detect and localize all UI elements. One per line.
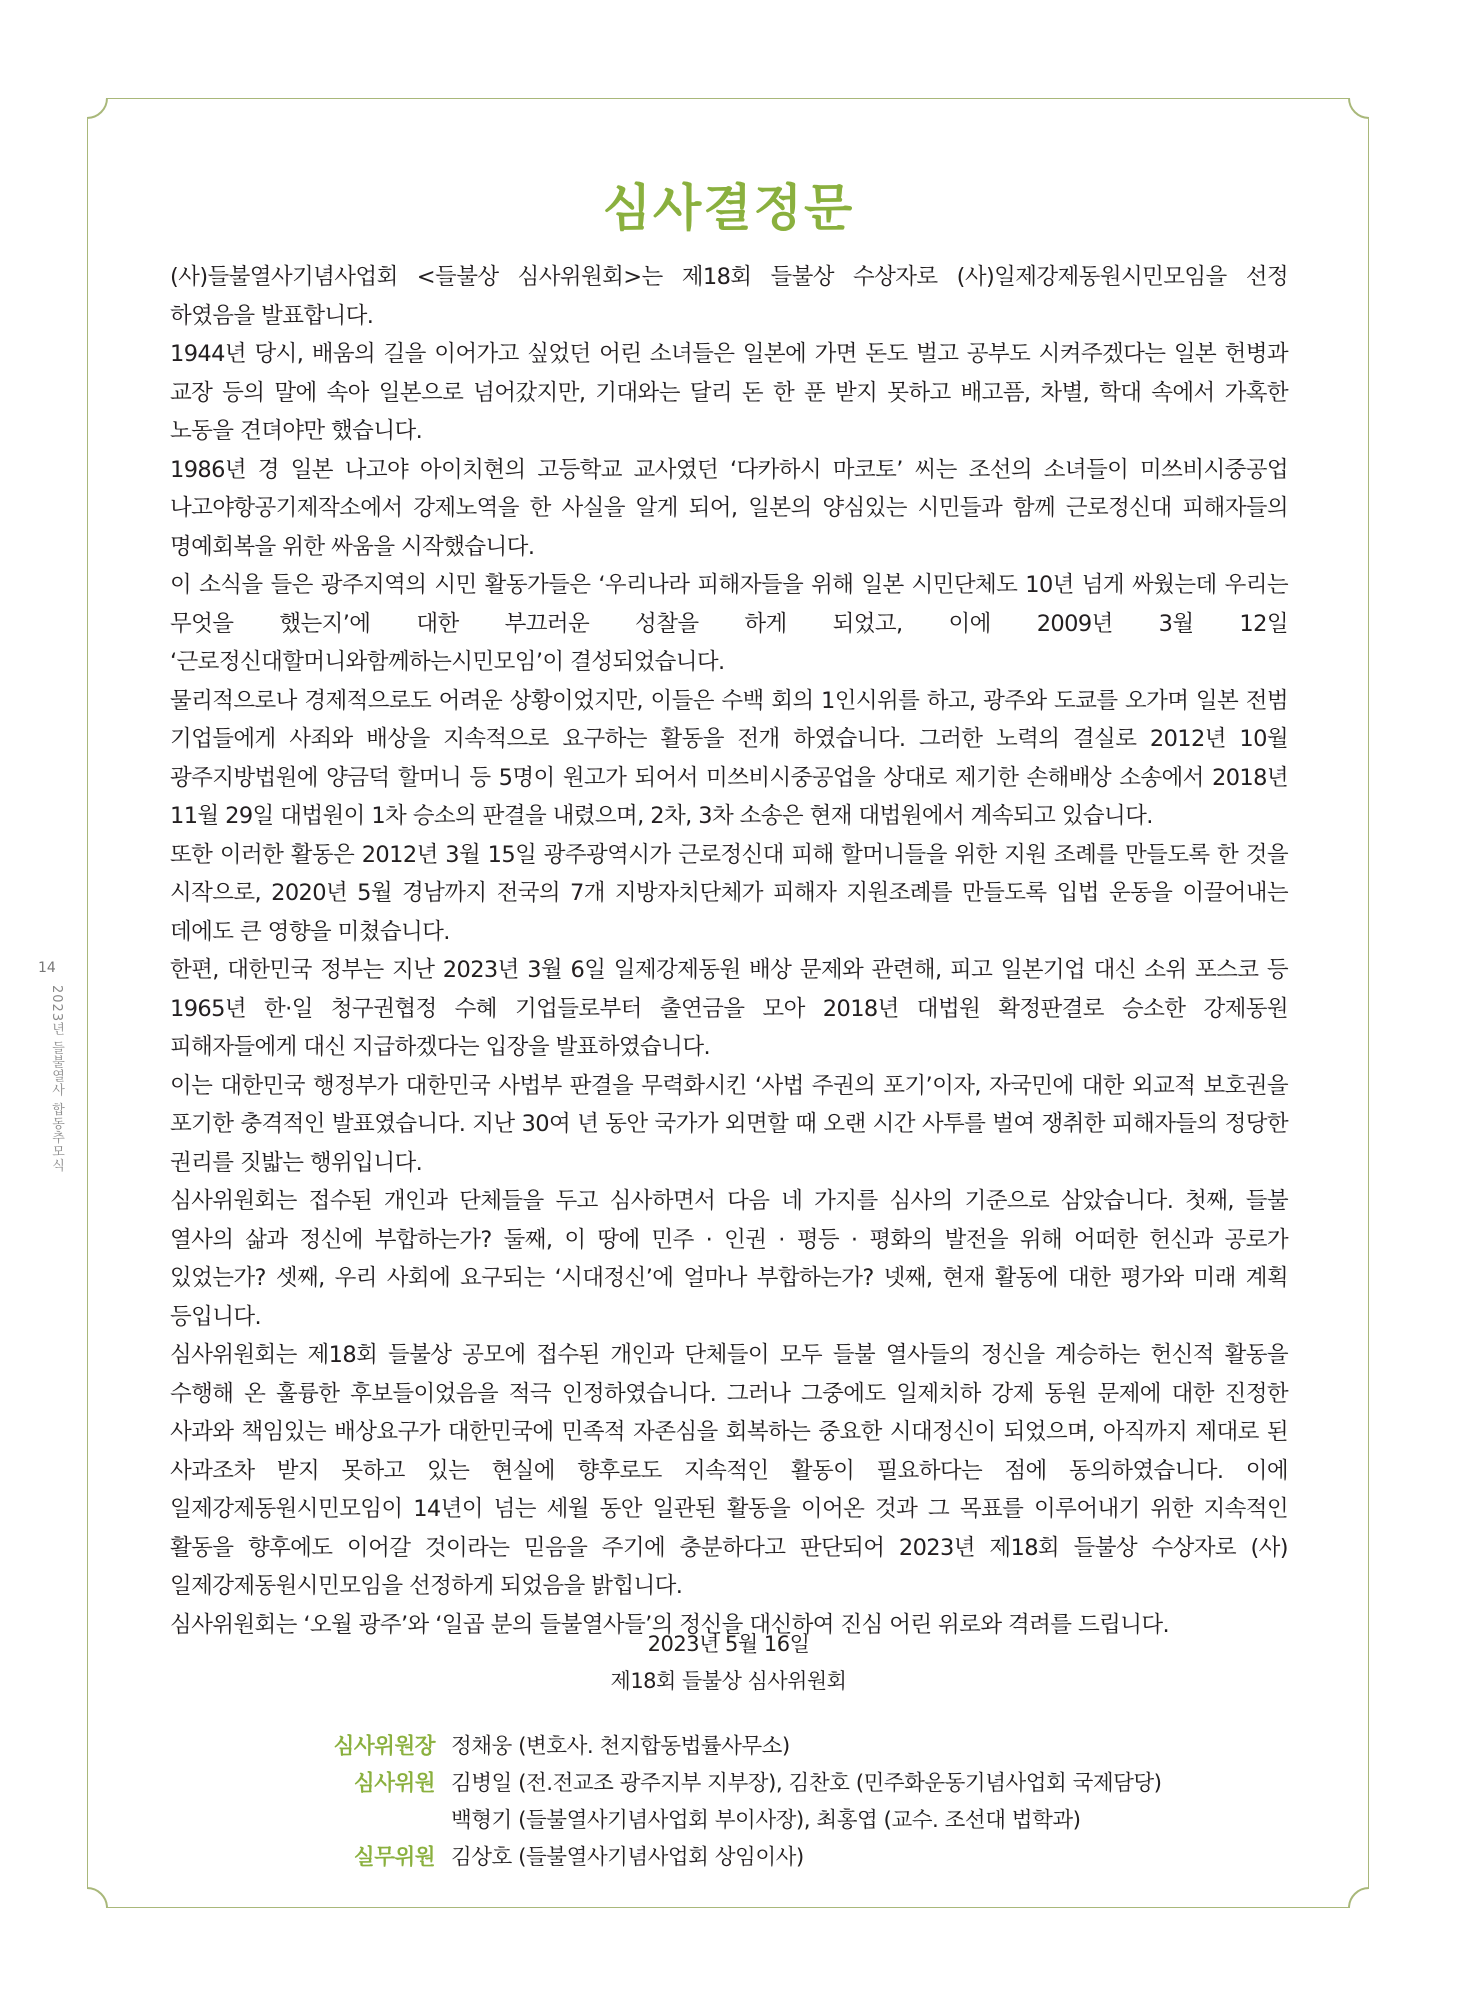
committee-members <box>300 1728 1162 1876</box>
paragraph: 이 소식을 들은 광주지역의 시민 활동가들은 ‘우리나라 피해자들을 위해 일본 시민단체도 10년 넘게 싸웠는데 우리는 무엇을 했는지’에 대한 부끄러운 성찰을 하게 되었고, 이에 2009년 3월 12일 ‘근로정신대할머니와함께하는시민모임’이 결성되었습니다. <box>170 572 1288 675</box>
member-role: 실무위원 <box>353 1845 435 1870</box>
paragraph: 심사위원회는 ‘오월 광주’와 ‘일곱 분의 들불열사들’의 정신을 대신하여 진심 어린 위로와 격려를 드립니다. <box>170 1611 1170 1638</box>
paragraph: 1986년 경 일본 나고야 아이치현의 고등학교 교사였던 ‘다카하시 마코토’ 씨는 조선의 소녀들이 미쓰비시중공업 나고야항공기제작소에서 강제노역을 한 사실을 알게 되어, 일본의 양심있는 시민들과 함께 근로정신대 피해자들의 명예회복을 위한 싸움을 시작했습니다. <box>170 456 1288 560</box>
decision-date: 2023년 5월 16일 <box>647 1632 810 1656</box>
member-names: 정채웅 (변호사. 천지합동법률사무소) <box>451 1734 790 1759</box>
paragraph: 한편, 대한민국 정부는 지난 2023년 3월 6일 일제강제동원 배상 문제와 관련해, 피고 일본기업 대신 소위 포스코 등 1965년 한·일 청구권협정 수혜 기업들로부터 출연금을 모아 2018년 대법원 확정판결로 승소한 강제동원 피해자들에게 대신 지급하겠다는 입장을 발표하였습니다. <box>170 957 1288 1060</box>
committee-name: 제18회 들불상 심사위원회 <box>610 1669 847 1693</box>
paragraph: (사)들불열사기념사업회 <들불상 심사위원회>는 제18회 들불상 수상자로 (사)일제강제동원시민모임을 선정 하였음을 발표합니다. <box>170 264 1288 329</box>
member-names: 김병일 (전.전교조 광주지부 지부장), 김찬호 (민주화운동기념사업회 국제담당) <box>451 1771 1162 1796</box>
signature-block <box>0 1626 1457 1700</box>
paragraph: 심사위원회는 접수된 개인과 단체들을 두고 심사하면서 다음 네 가지를 심사의 기준으로 삼았습니다. 첫째, 들불 열사의 삶과 정신에 부합하는가? 둘째, 이 땅에 민주 · 인권 · 평등 · 평화의 발전을 위해 어떠한 헌신과 공로가 있었는가? 셋째, 우리 사회에 요구되는 ‘시대정신’에 얼마나 부합하는가? 넷째, 현재 활동에 대한 평가와 미래 계획 등입니다. <box>170 1188 1288 1330</box>
paragraph: 1944년 당시, 배움의 길을 이어가고 싶었던 어린 소녀들은 일본에 가면 돈도 벌고 공부도 시켜주겠다는 일본 헌병과 교장 등의 말에 속아 일본으로 넘어갔지만, 기대와는 달리 돈 한 푼 받지 못하고 배고픔, 차별, 학대 속에서 가혹한 노동을 견뎌야만 했습니다. <box>170 341 1288 444</box>
member-names: 김상호 (들불열사기념사업회 상임이사) <box>451 1845 804 1870</box>
member-row <box>300 1802 1162 1839</box>
paragraph: 심사위원회는 제18회 들불상 공모에 접수된 개인과 단체들이 모두 들불 열사들의 정신을 계승하는 헌신적 활동을 수행해 온 훌륭한 후보들이었음을 적극 인정하였습니다. 그러나 그중에도 일제치하 강제 동원 문제에 대한 진정한 사과와 책임있는 배상요구가 대한민국에 민족적 자존심을 회복하는 중요한 시대정신이 되었으며, 아직까지 제대로 된 사과조차 받지 못하고 있는 현실에 향후로도 지속적인 활동이 필요하다는 점에 동의하였습니다. 이에 일제강제동원시민모임이 14년이 넘는 세월 동안 일관된 활동을 이어온 것과 그 목표를 이루어내기 위한 지속적인 활동을 향후에도 이어갈 것이라는 믿음을 주기에 충분하다고 판단되어 2023년 제18회 들불상 수상자로 (사)일제강제동원시민모임을 선정하게 되었음을 밝힙니다. <box>170 1342 1288 1599</box>
member-role: 심사위원 <box>353 1771 435 1796</box>
member-role <box>300 1802 435 1839</box>
paragraph: 이는 대한민국 행정부가 대한민국 사법부 판결을 무력화시킨 ‘사법 주권의 포기’이자, 자국민에 대한 외교적 보호권을 포기한 충격적인 발표였습니다. 지난 30여 년 동안 국가가 외면할 때 오랜 시간 사투를 벌여 쟁취한 피해자들의 정당한 권리를 짓밟는 행위입니다. <box>170 1072 1288 1176</box>
member-names: 백형기 (들불열사기념사업회 부이사장), 최홍엽 (교수. 조선대 법학과) <box>451 1808 1081 1833</box>
decision-body <box>170 258 1288 1644</box>
member-role: 심사위원장 <box>333 1734 435 1759</box>
paragraph: 또한 이러한 활동은 2012년 3월 15일 광주광역시가 근로정신대 피해 할머니들을 위한 지원 조례를 만들도록 한 것을 시작으로, 2020년 5월 경남까지 전국의 7개 지방자치단체가 피해자 지원조례를 만들도록 입법 운동을 이끌어내는 데에도 큰 영향을 미쳤습니다. <box>170 841 1288 945</box>
paragraph: 물리적으로나 경제적으로도 어려운 상황이었지만, 이들은 수백 회의 1인시위를 하고, 광주와 도쿄를 오가며 일본 전범 기업들에게 사죄와 배상을 지속적으로 요구하는 활동을 전개 하였습니다. 그러한 노력의 결실로 2012년 10월 광주지방법원에 양금덕 할머니 등 5명이 원고가 되어서 미쓰비시중공업을 상대로 제기한 손해배상 소송에서 2018년 11월 29일 대법원이 1차 승소의 판결을 내렸으며, 2차, 3차 소송은 현재 대법원에서 계속되고 있습니다. <box>170 687 1288 829</box>
member-row <box>300 1728 1162 1765</box>
member-row <box>300 1765 1162 1802</box>
page-number: 14 <box>38 960 56 976</box>
side-label: 2023년 들불열사 합동추모식 <box>49 985 64 1173</box>
member-row <box>300 1839 1162 1876</box>
page-title: 심사결정문 <box>602 178 855 237</box>
